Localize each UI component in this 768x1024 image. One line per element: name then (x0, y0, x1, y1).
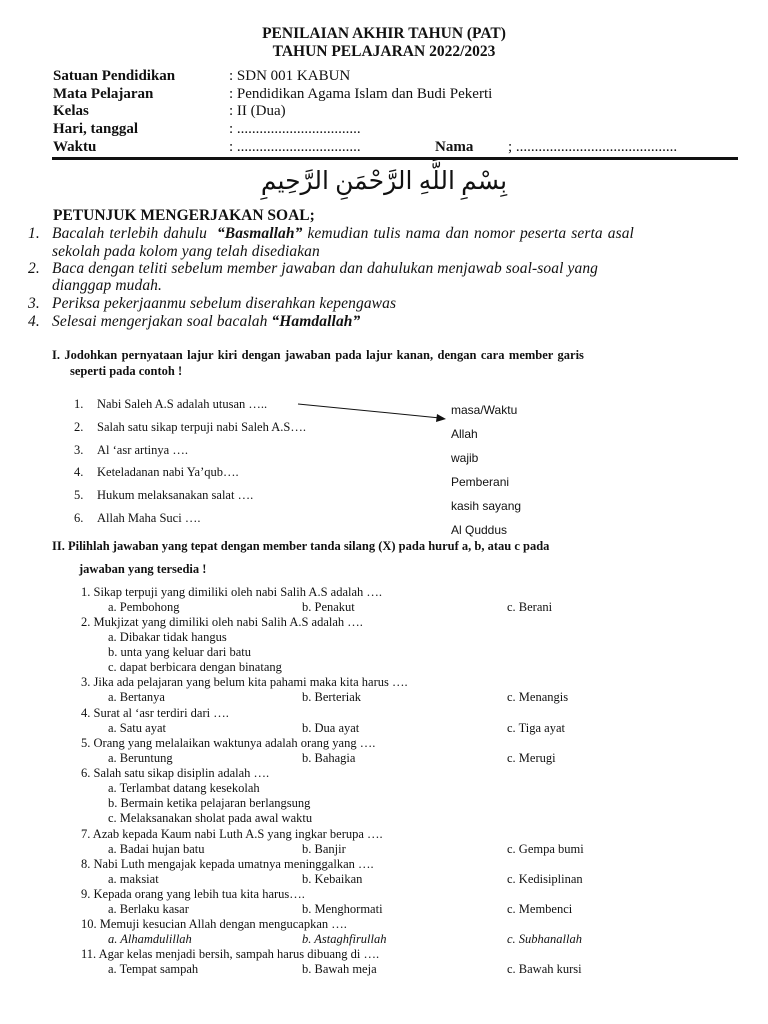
option-b: b. Bermain ketika pelajaran berlangsung (108, 796, 311, 810)
option-a: a. Alhamdulillah (108, 932, 192, 946)
option-c: c. Membenci (507, 902, 573, 916)
match-left-number: 3. (74, 443, 84, 457)
question-10: 10. Memuji kesucian Allah dengan mengucapkan …. (81, 917, 347, 931)
match-left-number: 4. (74, 465, 84, 479)
match-left-statement: Keteladanan nabi Ya’qub…. (97, 465, 239, 479)
school-year-title: TAHUN PELAJARAN 2022/2023 (272, 43, 496, 60)
option-b: b. Astaghfirullah (302, 932, 387, 946)
option-b: b. Bawah meja (302, 962, 377, 976)
option-c: c. Menangis (507, 690, 569, 704)
instructions-heading: PETUNJUK MENGERJAKAN SOAL; (53, 207, 315, 224)
info-value-satuan: : SDN 001 KABUN (229, 68, 351, 84)
section-1-heading-cont: seperti pada contoh ! (70, 364, 183, 378)
option-a: a. Tempat sampah (108, 962, 199, 976)
match-right-answer: Allah (451, 427, 478, 441)
match-left-statement: Nabi Saleh A.S adalah utusan ….. (97, 397, 268, 411)
instruction-2: Baca dengan teliti sebelum member jawaban dan dahulukan menjawab soal-soal yang (52, 260, 599, 277)
option-c: c. Bawah kursi (507, 962, 582, 976)
option-c: c. Merugi (507, 751, 556, 765)
option-a: a. Berlaku kasar (108, 902, 189, 916)
instruction-text: Selesai mengerjakan soal bacalah (52, 313, 268, 330)
option-b: b. Banjir (302, 842, 346, 856)
section-1-heading: I. Jodohkan pernyataan lajur kiri dengan jawaban pada lajur kanan, dengan cara member garis (52, 348, 584, 362)
instruction-2-cont: dianggap mudah. (52, 277, 162, 294)
option-b: b. Penakut (302, 600, 355, 614)
instruction-number: 3. (28, 295, 40, 312)
match-left-statement: Salah satu sikap terpuji nabi Saleh A.S…. (97, 420, 307, 434)
question-5: 5. Orang yang melalaikan waktunya adalah orang yang …. (81, 736, 376, 750)
option-c: c. Melaksanakan sholat pada awal waktu (108, 811, 313, 825)
question-11: 11. Agar kelas menjadi bersih, sampah harus dibuang di …. (81, 947, 380, 961)
instruction-text: Bacalah terlebih dahulu (52, 225, 207, 242)
question-6: 6. Salah satu sikap disiplin adalah …. (81, 766, 270, 780)
info-label-satuan: Satuan Pendidikan (53, 68, 176, 84)
option-a: a. Bertanya (108, 690, 165, 704)
match-right-answer: Pemberani (451, 475, 510, 489)
info-value-hari: : ................................. (229, 121, 361, 137)
question-2: 2. Mukjizat yang dimiliki oleh nabi Salih A.S adalah …. (81, 615, 363, 629)
question-9: 9. Kepada orang yang lebih tua kita harus…. (81, 887, 305, 901)
option-b: b. Bahagia (302, 751, 356, 765)
instruction-number: 1. (28, 225, 40, 242)
info-value-kelas: : II (Dua) (229, 103, 286, 119)
option-c: c. Subhanallah (507, 932, 582, 946)
info-label-mapel: Mata Pelajaran (53, 86, 154, 102)
match-left-statement: Al ‘asr artinya …. (97, 443, 188, 457)
question-3: 3. Jika ada pelajaran yang belum kita pahami maka kita harus …. (81, 675, 408, 689)
match-left-number: 5. (74, 488, 84, 502)
option-b: b. Dua ayat (302, 721, 360, 735)
basmalah-calligraphy: بِسْمِ اللَّهِ الرَّحْمَنِ الرَّحِيمِ (260, 168, 508, 195)
instruction-number: 4. (28, 313, 40, 330)
option-a: a. Satu ayat (108, 721, 166, 735)
question-1: 1. Sikap terpuji yang dimiliki oleh nabi Salih A.S adalah …. (81, 585, 383, 599)
option-b: b. unta yang keluar dari batu (108, 645, 252, 659)
match-left-number: 2. (74, 420, 84, 434)
info-value-mapel: : Pendidikan Agama Islam dan Budi Pekerti (229, 86, 493, 102)
section-2-heading-cont: jawaban yang tersedia ! (79, 562, 207, 576)
match-left-statement: Allah Maha Suci …. (97, 511, 201, 525)
match-right-answer: wajib (451, 451, 479, 465)
option-c: c. Tiga ayat (507, 721, 565, 735)
match-right-answer: Al Quddus (451, 523, 508, 537)
match-left-statement: Hukum melaksanakan salat …. (97, 488, 254, 502)
option-a: a. Beruntung (108, 751, 173, 765)
match-left-number: 1. (74, 397, 84, 411)
option-c: c. Gempa bumi (507, 842, 584, 856)
option-a: a. maksiat (108, 872, 159, 886)
match-left-number: 6. (74, 511, 84, 525)
instruction-number: 2. (28, 260, 40, 277)
option-c: c. dapat berbicara dengan binatang (108, 660, 282, 674)
instruction-text: kemudian tulis nama dan nomor peserta serta asal (307, 225, 634, 242)
info-value-nama: ; ........................................... (508, 139, 678, 155)
instruction-emphasis: “Basmallah” (216, 225, 303, 242)
option-c: c. Kedisiplinan (507, 872, 583, 886)
option-b: b. Kebaikan (302, 872, 363, 886)
question-7: 7. Azab kepada Kaum nabi Luth A.S yang ingkar berupa …. (81, 827, 383, 841)
option-b: b. Berteriak (302, 690, 362, 704)
section-2-heading: II. Pilihlah jawaban yang tepat dengan member tanda silang (X) pada huruf a, b, atau c pada (52, 539, 550, 553)
info-label-hari: Hari, tanggal (53, 121, 138, 137)
instruction-emphasis: “Hamdallah” (271, 313, 361, 330)
instruction-1-cont: sekolah pada kolom yang telah disediakan (52, 243, 320, 260)
option-a: a. Pembohong (108, 600, 180, 614)
exam-title: PENILAIAN AKHIR TAHUN (PAT) (262, 25, 506, 42)
option-a: a. Terlambat datang kesekolah (108, 781, 260, 795)
info-label-waktu: Waktu (53, 139, 97, 155)
info-label-nama: Nama (435, 139, 474, 155)
instruction-3: Periksa pekerjaanmu sebelum diserahkan kepengawas (52, 295, 397, 312)
match-right-answer: masa/Waktu (451, 403, 518, 417)
info-label-kelas: Kelas (53, 103, 89, 119)
match-right-answer: kasih sayang (451, 499, 522, 513)
option-c: c. Berani (507, 600, 553, 614)
question-8: 8. Nabi Luth mengajak kepada umatnya meninggalkan …. (81, 857, 374, 871)
info-value-waktu: : ................................. (229, 139, 361, 155)
option-b: b. Menghormati (302, 902, 383, 916)
question-4: 4. Surat al ‘asr terdiri dari …. (81, 706, 229, 720)
option-a: a. Badai hujan batu (108, 842, 205, 856)
option-a: a. Dibakar tidak hangus (108, 630, 227, 644)
